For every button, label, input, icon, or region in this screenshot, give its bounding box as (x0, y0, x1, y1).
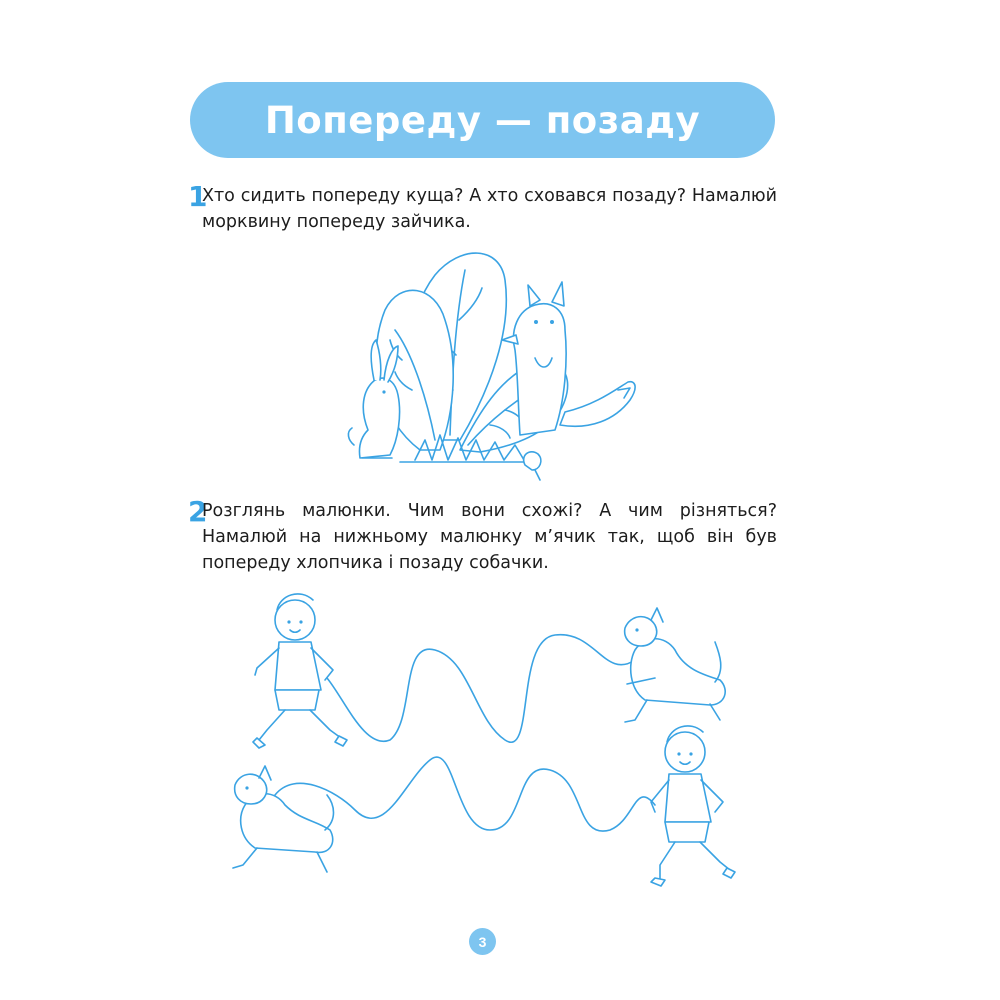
task-text: Розглянь малюнки. Чим вони схожі? А чим різняться? Намалюй на нижньому малюнку м’ячик так, щоб він був попереду хлопчика і позаду собачки. (202, 501, 777, 573)
task-number: 1 (188, 180, 208, 213)
task-text: Хто сидить попереду куща? А хто сховався позаду? Намалюй морквину попереду зайчика. (202, 186, 777, 232)
bottom-boy (651, 726, 735, 886)
bottom-dog (233, 766, 334, 872)
task-number: 2 (188, 495, 208, 528)
bush-hare-fox-illustration (340, 240, 650, 485)
page-title: Попереду — позаду (264, 98, 701, 142)
page-number: 3 (469, 928, 496, 955)
boy-dog-illustration (215, 580, 745, 900)
top-dog (625, 608, 726, 722)
title-banner (190, 82, 775, 158)
top-boy (253, 594, 347, 748)
